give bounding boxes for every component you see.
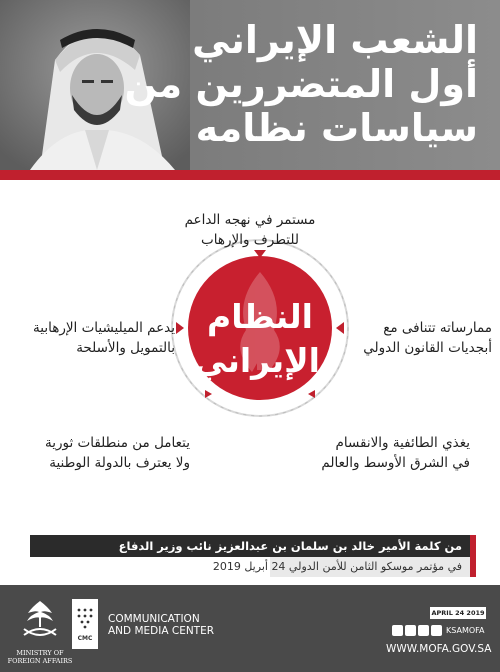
red-divider — [0, 170, 500, 180]
point-right-line-2: أبجديات القانون الدولي — [363, 340, 492, 356]
quote-source: من كلمة الأمير خالد بن سلمان بن عبدالعزيز نائب وزير الدفاع — [30, 535, 470, 557]
arrow-bottom-left — [205, 390, 212, 398]
arrow-left — [176, 322, 184, 334]
quote-event: في مؤتمر موسكو الثامن للأمن الدولي 24 أبريل 2019 — [270, 557, 470, 577]
header-banner — [0, 0, 500, 170]
ministry-name-line-1: MINISTRY OF — [16, 649, 64, 657]
social-links — [392, 625, 488, 639]
ministry-name-line-2: FOREIGN AFFAIRS — [7, 657, 73, 665]
cmc-logo — [72, 599, 98, 649]
point-top-line-2: للتطرف والإرهاب — [201, 232, 299, 248]
point-right-line-1: ممارساته تتنافى مع — [383, 320, 492, 336]
cmc-dots-icon — [76, 607, 94, 629]
date-badge: APRIL 24 2019 — [431, 609, 485, 617]
cmc-abbr: CMC — [77, 635, 93, 642]
point-top — [170, 210, 330, 250]
instagram-icon[interactable] — [418, 625, 429, 636]
center-title-line-1: النظام — [207, 297, 313, 336]
youtube-icon[interactable] — [392, 625, 403, 636]
twitter-icon[interactable] — [431, 625, 442, 636]
cmc-name-line-1: COMMUNICATION — [108, 613, 200, 625]
footer — [0, 585, 500, 672]
point-bottom-left — [30, 433, 190, 473]
cmc-name-line-2: AND MEDIA CENTER — [108, 625, 215, 637]
point-bottom-right-line-2: في الشرق الأوسط والعالم — [321, 455, 470, 471]
center-title — [194, 295, 320, 383]
point-left-line-2: بالتمويل والأسلحة — [76, 340, 175, 356]
ministry-name — [4, 649, 76, 665]
social-handle[interactable]: KSAMOFA — [446, 626, 485, 635]
point-bottom-right-line-1: يغذي الطائفية والانقسام — [335, 435, 470, 451]
cmc-name — [108, 613, 214, 637]
point-right — [342, 318, 492, 358]
arrow-bottom-right — [308, 390, 315, 398]
point-bottom-left-line-2: ولا يعترف بالدولة الوطنية — [49, 455, 190, 471]
headline-line-2: أول المتضررين من — [124, 62, 478, 106]
point-bottom-right — [300, 433, 470, 473]
website-link[interactable]: WWW.MOFA.GOV.SA — [386, 643, 492, 655]
palm-swords-emblem-icon — [18, 597, 62, 641]
center-diagram — [0, 180, 500, 510]
headline — [124, 18, 478, 150]
point-bottom-left-line-1: يتعامل من منطلقات ثورية — [44, 435, 190, 451]
facebook-icon[interactable] — [405, 625, 416, 636]
center-title-line-2: الإيراني — [194, 341, 320, 380]
point-left-line-1: يدعم الميليشيات الإرهابية — [33, 320, 175, 336]
point-left — [10, 318, 175, 358]
headline-line-1: الشعب الإيراني — [192, 18, 478, 62]
point-top-line-1: مستمر في نهجه الداعم — [184, 212, 316, 228]
headline-line-3: سياسات نظامه — [195, 106, 478, 150]
